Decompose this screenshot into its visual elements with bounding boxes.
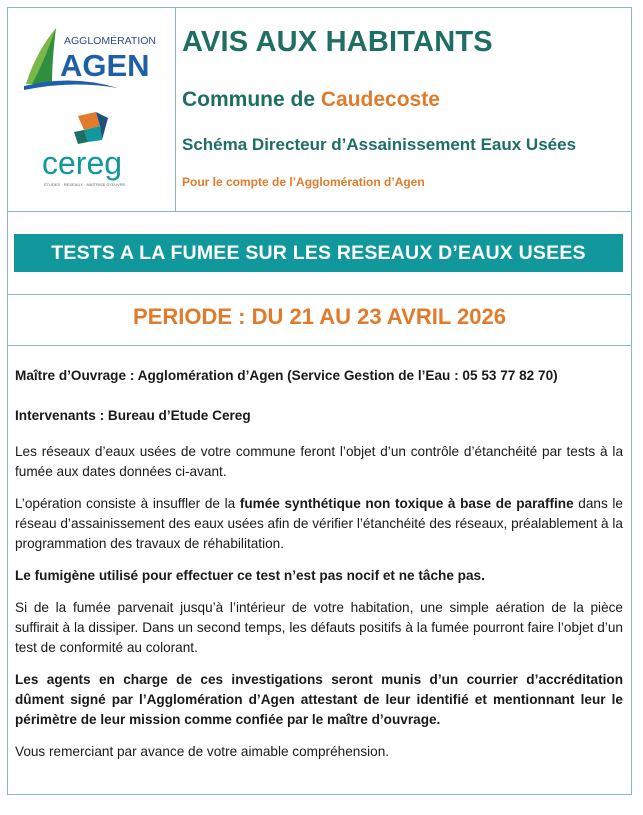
paragraph-text: dans le réseau d’assainissement des eaux usées afin de vérifier l’étanchéité des réseaux, préalablement à la programmation des travaux de réhabilitation.: [15, 496, 623, 551]
header-divider: [175, 7, 176, 212]
page-title: AVIS AUX HABITANTS: [182, 26, 493, 58]
cereg-logo: [40, 112, 160, 192]
tests-banner: TESTS A LA FUMEE SUR LES RESEAUX D’EAUX USEES: [14, 234, 623, 272]
paragraph: Les agents en charge de ces investigations seront munis d’un courrier d’accréditation dûment signé par l’Agglomération d’Agen attestant de leur identifié et mentionnant leur le périmètre de leur mission comme confiée par le maître d’ouvrage.: [15, 672, 623, 727]
divider: [7, 345, 632, 346]
notice-body: [15, 366, 623, 762]
logo-agen-top-text: AGGLOMÉRATION: [64, 35, 156, 47]
on-behalf-text: Pour le compte de l’Agglomération d’Agen: [182, 175, 425, 189]
schema-subtitle: Schéma Directeur d’Assainissement Eaux Usées: [182, 135, 577, 154]
intervenants-line: Intervenants : Bureau d’Etude Cereg: [15, 408, 251, 423]
divider: [7, 211, 632, 212]
paragraph: Si de la fumée parvenait jusqu’à l’intérieur de votre habitation, une simple aération de la pièce suffirait à la dissiper. Dans un second temps, les défauts positifs à la fumée pourront faire l’objet d’un test de conformité au colorant.: [15, 600, 623, 655]
paragraph-bold-text: fumée synthétique non toxique à base de paraffine: [239, 496, 574, 511]
paragraph: Les réseaux d’eaux usées de votre commune feront l’objet d’un contrôle d’étanchéité par tests à la fumée aux dates données ci-avant.: [15, 444, 623, 479]
paragraph: [15, 494, 623, 554]
logo-agen-main-text: AGEN: [60, 48, 150, 83]
commune-line: [182, 88, 440, 112]
agglomeration-agen-logo: [22, 22, 162, 97]
paragraph: Vous remerciant par avance de votre aimable compréhension.: [15, 744, 390, 759]
commune-name: Caudecoste: [320, 88, 440, 111]
commune-prefix: Commune de: [182, 88, 321, 111]
logo-cereg-tagline: ÉTUDES · RESEAUX · MAÎTRISE D'ŒUVRE: [44, 182, 126, 187]
divider: [7, 294, 632, 295]
period-heading: PERIODE : DU 21 AU 23 AVRIL 2026: [133, 304, 506, 329]
maitre-ouvrage-line: Maître d’Ouvrage : Agglomération d’Agen (Service Gestion de l’Eau : 05 53 77 82 70): [15, 368, 558, 383]
logo-cereg-main-text: cereg: [42, 145, 123, 181]
paragraph-text: L’opération consiste à insuffler de la: [15, 496, 240, 511]
paragraph: Le fumigène utilisé pour effectuer ce test n’est pas nocif et ne tâche pas.: [15, 568, 485, 583]
